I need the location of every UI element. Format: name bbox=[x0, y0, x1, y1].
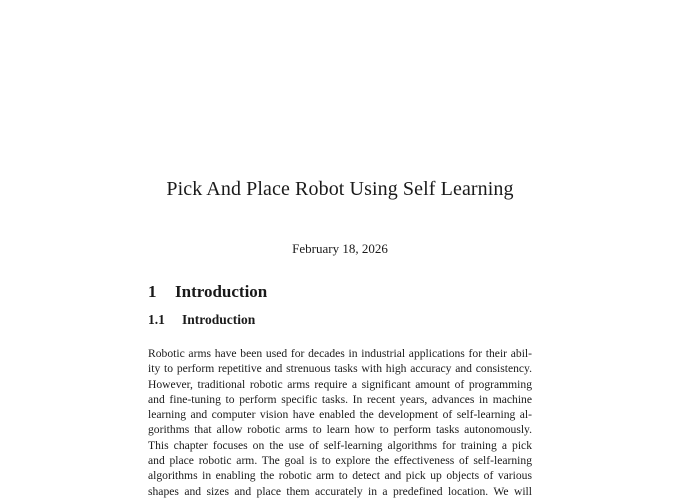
paragraph-line: learning and computer vision have enabled the development of self-learning al- bbox=[148, 408, 532, 422]
paragraph-line: This chapter focuses on the use of self-learning algorithms for training a pick bbox=[148, 438, 532, 452]
paragraph-line: However, traditional robotic arms require a significant amount of programming bbox=[148, 377, 532, 391]
paragraph-line: shapes and sizes and place them accurately in a predefined location. We will bbox=[148, 484, 532, 498]
paragraph-line: Robotic arms have been used for decades in industrial applications for their abil- bbox=[148, 347, 532, 360]
paragraph-line: gorithms that allow robotic arms to learn how to perform tasks autonomously. bbox=[148, 423, 532, 437]
section-heading bbox=[148, 282, 267, 302]
body-paragraph bbox=[148, 346, 532, 499]
paragraph-line: algorithms in enabling the robotic arm to detect and pick up objects of various bbox=[148, 469, 532, 483]
subsection-number: 1.1 bbox=[148, 312, 165, 327]
document-title: Pick And Place Robot Using Self Learning bbox=[166, 178, 514, 200]
subsection-heading bbox=[148, 312, 255, 328]
paragraph-line: and fine-tuning to perform specific tasks. In recent years, advances in machine bbox=[148, 392, 532, 406]
document-date: February 18, 2026 bbox=[292, 241, 388, 256]
section-title: Introduction bbox=[175, 282, 268, 301]
paragraph-line: ity to perform repetitive and strenuous tasks with high accuracy and consistency. bbox=[148, 362, 532, 376]
section-number: 1 bbox=[148, 282, 157, 301]
paragraph-line: and place robotic arm. The goal is to explore the effectiveness of self-learning bbox=[148, 454, 532, 468]
subsection-title: Introduction bbox=[182, 312, 256, 327]
